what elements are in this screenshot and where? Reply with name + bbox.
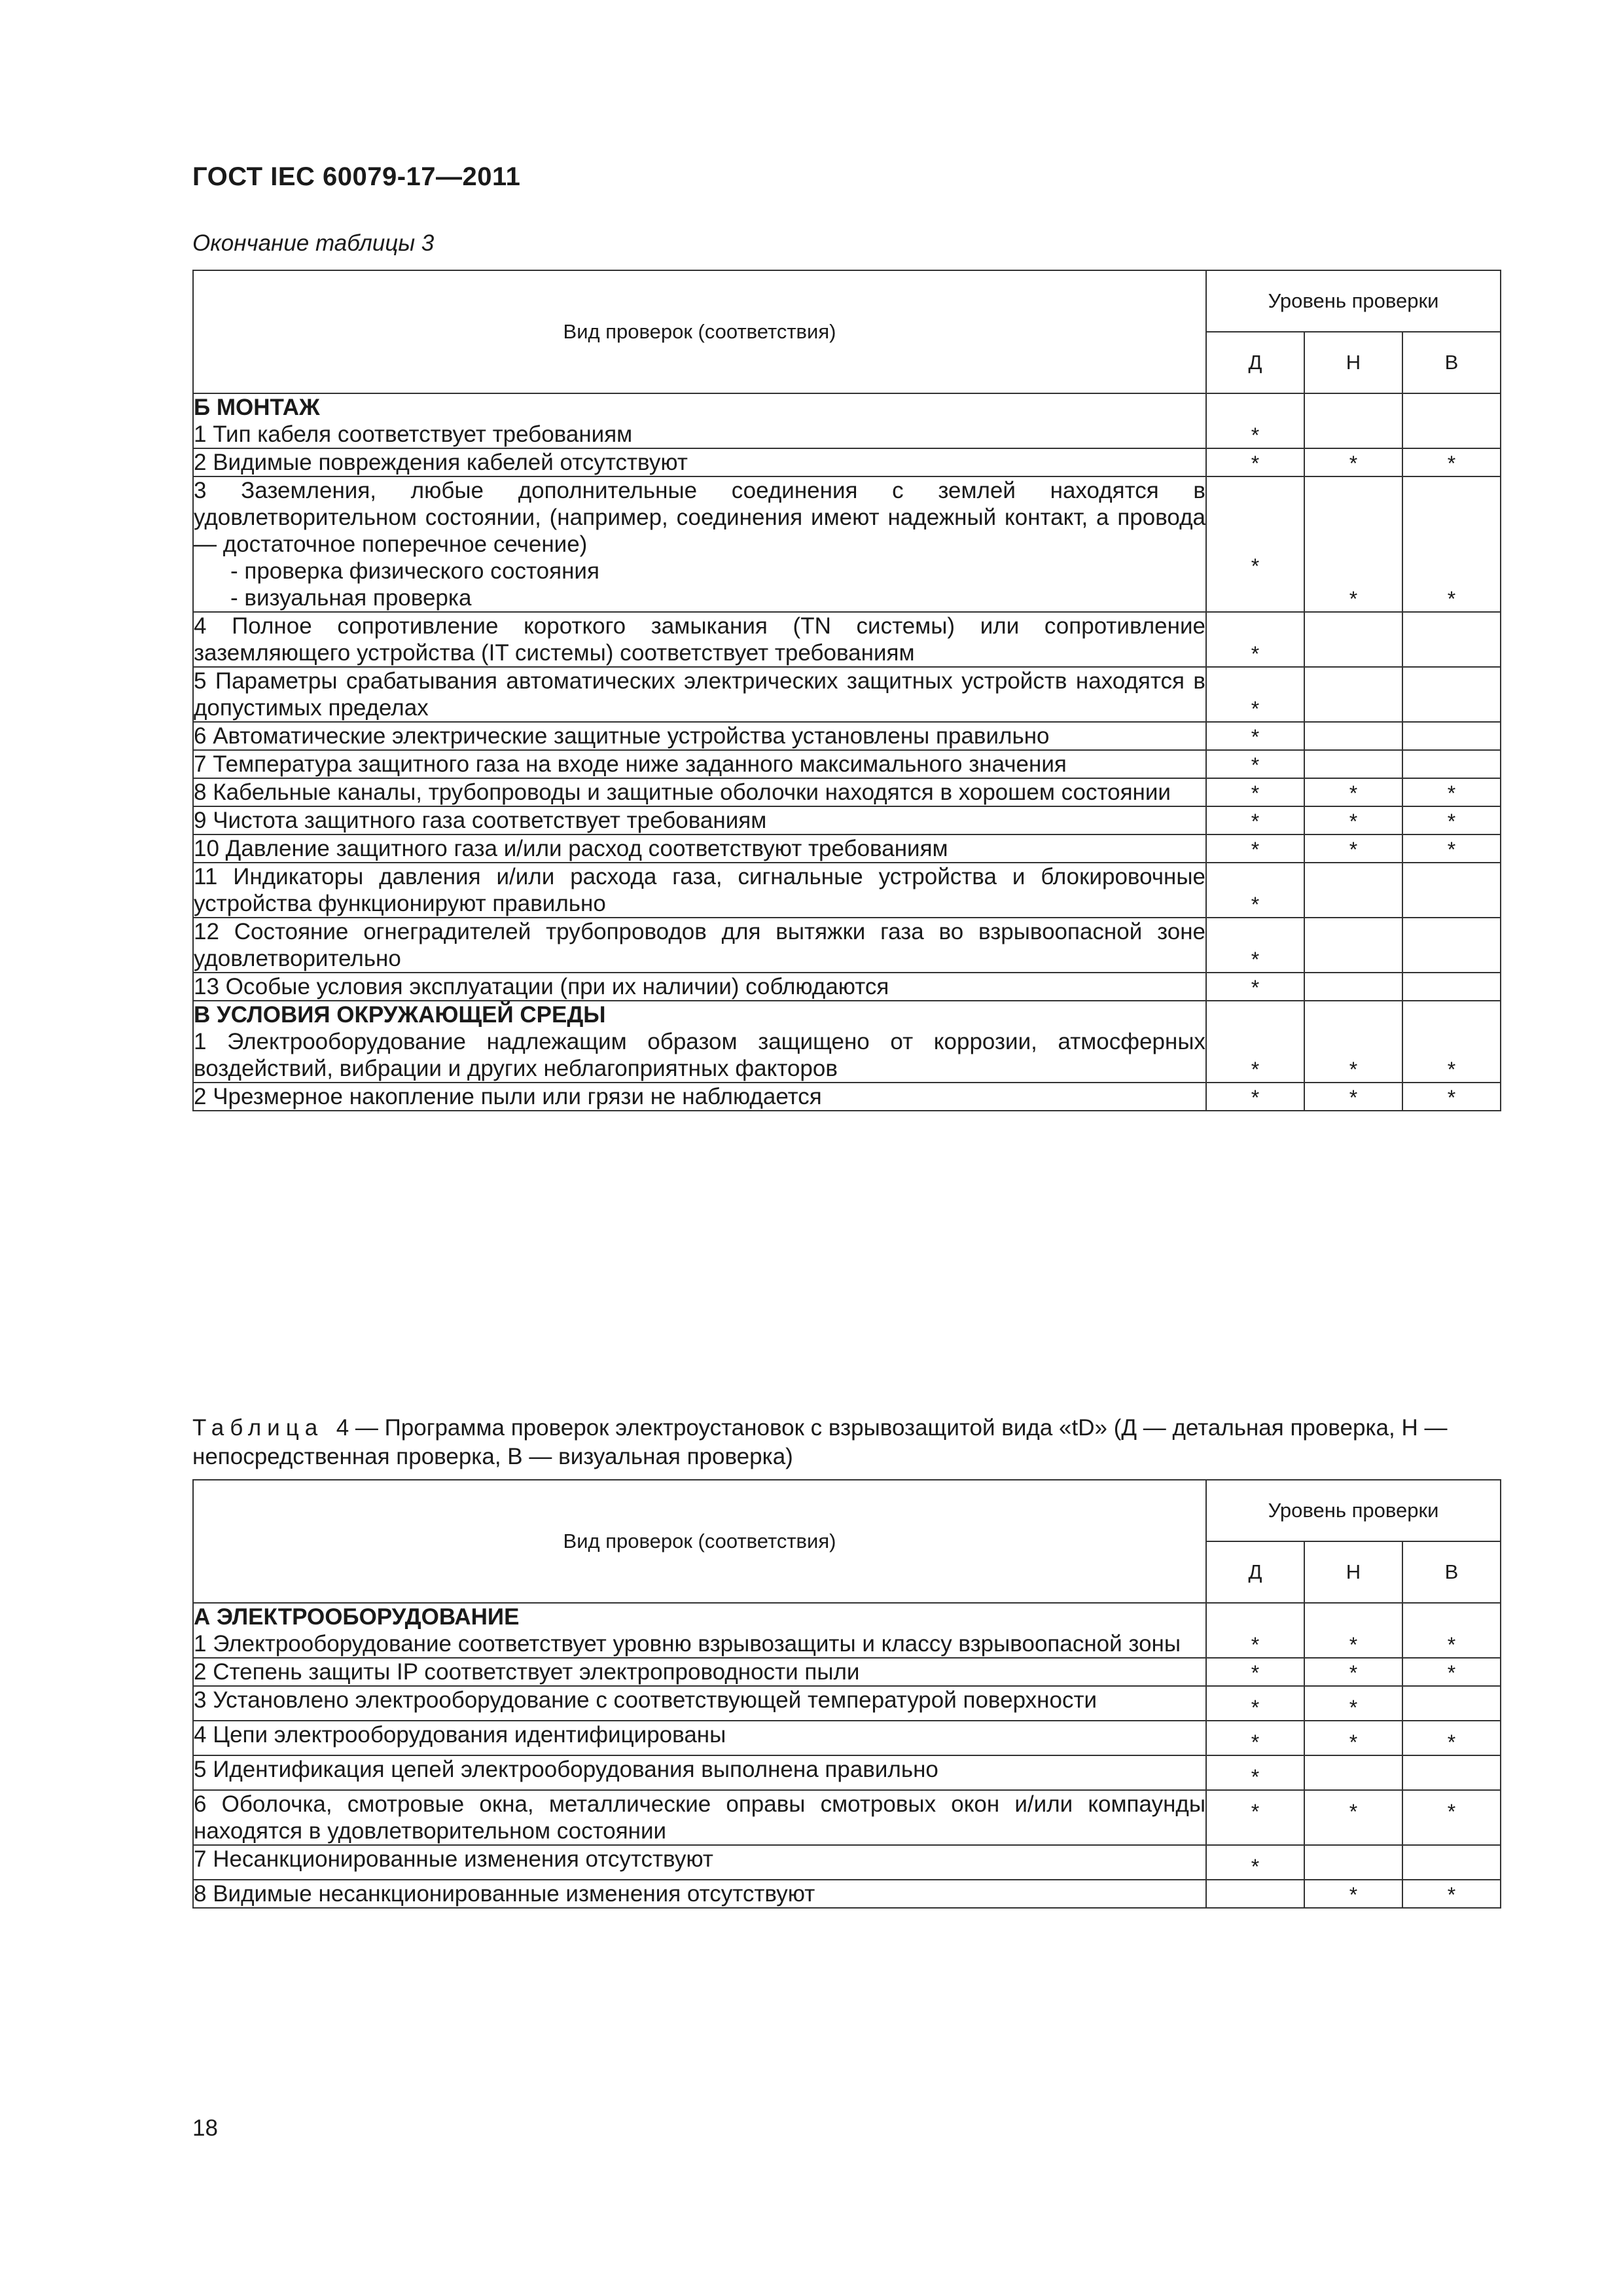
table-row bbox=[193, 1001, 1501, 1083]
level-n-mark bbox=[1304, 667, 1402, 722]
table3-caption: Окончание таблицы 3 bbox=[192, 230, 435, 256]
section-heading: А ЭЛЕКТРООБОРУДОВАНИЕ bbox=[194, 1604, 520, 1630]
level-v-mark: * bbox=[1402, 806, 1501, 834]
level-v-mark: * bbox=[1402, 1721, 1501, 1755]
level-v-mark: * bbox=[1402, 1880, 1501, 1908]
table-row bbox=[193, 476, 1501, 612]
row-description bbox=[193, 834, 1206, 863]
row-description bbox=[193, 1001, 1206, 1083]
row-description bbox=[193, 1845, 1206, 1880]
level-d-mark: * bbox=[1206, 750, 1304, 778]
level-d-mark: * bbox=[1206, 1755, 1304, 1790]
column-header-level-n: Н bbox=[1304, 1541, 1402, 1603]
level-v-mark: * bbox=[1402, 1790, 1501, 1845]
level-n-mark bbox=[1304, 722, 1402, 750]
level-n-mark: * bbox=[1304, 1658, 1402, 1686]
column-header-level-v: В bbox=[1402, 1541, 1501, 1603]
table-row bbox=[193, 448, 1501, 476]
row-description bbox=[193, 448, 1206, 476]
level-v-mark: * bbox=[1402, 1001, 1501, 1083]
level-n-mark: * bbox=[1304, 1721, 1402, 1755]
level-v-mark bbox=[1402, 863, 1501, 918]
level-n-mark bbox=[1304, 863, 1402, 918]
document-code: ГОСТ IEC 60079-17—2011 bbox=[192, 162, 521, 191]
table4-caption-word: Таблица bbox=[192, 1415, 324, 1441]
level-d-mark: * bbox=[1206, 448, 1304, 476]
row-text: 11 Индикаторы давления и/или расхода газа, сигнальные устройства и блокировочные устройства функционируют правильно bbox=[194, 864, 1205, 916]
level-d-mark: * bbox=[1206, 667, 1304, 722]
level-n-mark bbox=[1304, 1755, 1402, 1790]
level-v-mark bbox=[1402, 1845, 1501, 1880]
level-d-mark: * bbox=[1206, 1658, 1304, 1686]
level-v-mark bbox=[1402, 612, 1501, 667]
level-d-mark: * bbox=[1206, 1790, 1304, 1845]
row-subitem: - визуальная проверка bbox=[230, 585, 472, 611]
row-description bbox=[193, 476, 1206, 612]
level-v-mark bbox=[1402, 722, 1501, 750]
level-v-mark bbox=[1402, 918, 1501, 973]
level-n-mark: * bbox=[1304, 834, 1402, 863]
section-heading: В УСЛОВИЯ ОКРУЖАЮЩЕЙ СРЕДЫ bbox=[194, 1002, 606, 1028]
table-row bbox=[193, 918, 1501, 973]
row-description bbox=[193, 722, 1206, 750]
table-row bbox=[193, 1721, 1501, 1755]
row-text: 6 Оболочка, смотровые окна, металлические оправы смотровых окон и/или компаунды находятся в удовлетворительном состоянии bbox=[194, 1791, 1205, 1844]
level-v-mark bbox=[1402, 1686, 1501, 1721]
row-text: 3 Установлено электрооборудование с соответствующей температурой поверхности bbox=[194, 1687, 1097, 1713]
row-description bbox=[193, 778, 1206, 806]
row-description bbox=[193, 863, 1206, 918]
column-header-check-level: Уровень проверки bbox=[1206, 1480, 1501, 1541]
row-text: 8 Видимые несанкционированные изменения отсутствуют bbox=[194, 1881, 815, 1907]
column-header-level-n: Н bbox=[1304, 332, 1402, 393]
level-d-mark: * bbox=[1206, 863, 1304, 918]
level-v-mark bbox=[1402, 1755, 1501, 1790]
row-text: 8 Кабельные каналы, трубопроводы и защитные оболочки находятся в хорошем состоянии bbox=[194, 780, 1171, 805]
table-row bbox=[193, 806, 1501, 834]
column-header-level-v: В bbox=[1402, 332, 1501, 393]
level-n-mark: * bbox=[1304, 1083, 1402, 1111]
row-description bbox=[193, 750, 1206, 778]
row-text: 4 Полное сопротивление короткого замыкания (TN системы) или сопротивление заземляющего устройства (IT системы) соответствует требованиям bbox=[194, 613, 1205, 666]
level-v-mark: * bbox=[1402, 448, 1501, 476]
table-row bbox=[193, 1083, 1501, 1111]
level-n-mark bbox=[1304, 750, 1402, 778]
level-d-mark: * bbox=[1206, 778, 1304, 806]
row-description bbox=[193, 667, 1206, 722]
level-d-mark: * bbox=[1206, 806, 1304, 834]
table-row bbox=[193, 612, 1501, 667]
row-text: 6 Автоматические электрические защитные устройства установлены правильно bbox=[194, 723, 1050, 749]
table-row bbox=[193, 1686, 1501, 1721]
level-v-mark: * bbox=[1402, 778, 1501, 806]
table-4-body bbox=[193, 1603, 1501, 1908]
level-n-mark bbox=[1304, 612, 1402, 667]
column-header-check-type: Вид проверок (соответствия) bbox=[193, 270, 1206, 393]
level-n-mark: * bbox=[1304, 778, 1402, 806]
row-text: 12 Состояние огнеградителей трубопроводов для вытяжки газа во взрывоопасной зоне удовлетворительно bbox=[194, 919, 1205, 971]
row-text: 2 Чрезмерное накопление пыли или грязи не наблюдается bbox=[194, 1084, 822, 1109]
level-d-mark: * bbox=[1206, 722, 1304, 750]
level-n-mark: * bbox=[1304, 806, 1402, 834]
level-d-mark: * bbox=[1206, 1686, 1304, 1721]
column-header-level-d: Д bbox=[1206, 1541, 1304, 1603]
level-v-mark bbox=[1402, 393, 1501, 448]
level-d-mark: * bbox=[1206, 1603, 1304, 1658]
level-n-mark: * bbox=[1304, 476, 1402, 612]
table-4 bbox=[192, 1479, 1501, 1909]
row-description bbox=[193, 1658, 1206, 1686]
level-v-mark bbox=[1402, 667, 1501, 722]
level-n-mark bbox=[1304, 973, 1402, 1001]
level-n-mark bbox=[1304, 1845, 1402, 1880]
level-d-mark: * bbox=[1206, 1845, 1304, 1880]
table-row bbox=[193, 778, 1501, 806]
row-description bbox=[193, 1790, 1206, 1845]
row-description bbox=[193, 1603, 1206, 1658]
level-v-mark bbox=[1402, 750, 1501, 778]
level-n-mark: * bbox=[1304, 1686, 1402, 1721]
level-v-mark: * bbox=[1402, 1083, 1501, 1111]
level-n-mark: * bbox=[1304, 1603, 1402, 1658]
row-description bbox=[193, 612, 1206, 667]
level-v-mark: * bbox=[1402, 1658, 1501, 1686]
level-v-mark: * bbox=[1402, 1603, 1501, 1658]
table-row bbox=[193, 750, 1501, 778]
row-description bbox=[193, 973, 1206, 1001]
table-row bbox=[193, 1658, 1501, 1686]
row-text: 1 Электрооборудование надлежащим образом защищено от коррозии, атмосферных воздействий, вибрации и других неблагоприятных факторов bbox=[194, 1029, 1205, 1081]
level-d-mark: * bbox=[1206, 918, 1304, 973]
level-d-mark: * bbox=[1206, 612, 1304, 667]
row-description bbox=[193, 1083, 1206, 1111]
table-3-body bbox=[193, 393, 1501, 1111]
table4-caption bbox=[192, 1414, 1501, 1471]
level-d-mark: * bbox=[1206, 973, 1304, 1001]
row-description bbox=[193, 1880, 1206, 1908]
row-description bbox=[193, 1686, 1206, 1721]
column-header-check-level: Уровень проверки bbox=[1206, 270, 1501, 332]
column-header-level-d: Д bbox=[1206, 332, 1304, 393]
table-row bbox=[193, 1845, 1501, 1880]
table-row bbox=[193, 834, 1501, 863]
level-d-mark: * bbox=[1206, 1721, 1304, 1755]
level-n-mark: * bbox=[1304, 1790, 1402, 1845]
level-n-mark: * bbox=[1304, 448, 1402, 476]
level-v-mark bbox=[1402, 973, 1501, 1001]
level-v-mark: * bbox=[1402, 476, 1501, 612]
row-subitem: - проверка физического состояния bbox=[230, 558, 599, 584]
row-text: 5 Идентификация цепей электрооборудования выполнена правильно bbox=[194, 1757, 938, 1782]
section-heading: Б МОНТАЖ bbox=[194, 395, 320, 420]
row-text: 13 Особые условия эксплуатации (при их наличии) соблюдаются bbox=[194, 974, 889, 999]
row-text: 3 Заземления, любые дополнительные соединения с землей находятся в удовлетворительном состоянии, (например, соединения имеют надежный контакт, а провода — достаточное поперечное сечение) bbox=[194, 478, 1205, 557]
row-text: 4 Цепи электрооборудования идентифицированы bbox=[194, 1722, 726, 1748]
row-text: 9 Чистота защитного газа соответствует требованиям bbox=[194, 808, 767, 833]
level-d-mark: * bbox=[1206, 393, 1304, 448]
level-n-mark bbox=[1304, 393, 1402, 448]
table-row bbox=[193, 393, 1501, 448]
page-number: 18 bbox=[192, 2115, 218, 2141]
row-description bbox=[193, 806, 1206, 834]
table-row bbox=[193, 1880, 1501, 1908]
level-d-mark: * bbox=[1206, 834, 1304, 863]
row-text: 5 Параметры срабатывания автоматических электрических защитных устройств находятся в допустимых пределах bbox=[194, 668, 1205, 721]
table-row bbox=[193, 863, 1501, 918]
level-d-mark: * bbox=[1206, 476, 1304, 612]
table-row bbox=[193, 667, 1501, 722]
table4-caption-text: 4 — Программа проверок электроустановок с взрывозащитой вида «tD» (Д — детальная проверка, Н — непосредственная проверка, В — визуальная проверка) bbox=[192, 1415, 1448, 1469]
row-text: 2 Видимые повреждения кабелей отсутствуют bbox=[194, 450, 688, 475]
table-row bbox=[193, 1603, 1501, 1658]
row-description bbox=[193, 1721, 1206, 1755]
table-row bbox=[193, 722, 1501, 750]
level-d-mark: * bbox=[1206, 1001, 1304, 1083]
level-d-mark bbox=[1206, 1880, 1304, 1908]
row-text: 1 Электрооборудование соответствует уровню взрывозащиты и классу взрывоопасной зоны bbox=[194, 1631, 1181, 1657]
table-row bbox=[193, 1790, 1501, 1845]
row-text: 1 Тип кабеля соответствует требованиям bbox=[194, 422, 633, 447]
column-header-check-type: Вид проверок (соответствия) bbox=[193, 1480, 1206, 1603]
table-3 bbox=[192, 270, 1501, 1111]
level-d-mark: * bbox=[1206, 1083, 1304, 1111]
row-text: 10 Давление защитного газа и/или расход соответствуют требованиям bbox=[194, 836, 948, 861]
level-n-mark bbox=[1304, 918, 1402, 973]
level-n-mark: * bbox=[1304, 1001, 1402, 1083]
row-description bbox=[193, 393, 1206, 448]
table-row bbox=[193, 973, 1501, 1001]
row-text: 7 Температура защитного газа на входе ниже заданного максимального значения bbox=[194, 751, 1067, 777]
row-text: 7 Несанкционированные изменения отсутствуют bbox=[194, 1846, 713, 1872]
row-description bbox=[193, 1755, 1206, 1790]
row-description bbox=[193, 918, 1206, 973]
row-text: 2 Степень защиты IP соответствует электропроводности пыли bbox=[194, 1659, 860, 1685]
level-v-mark: * bbox=[1402, 834, 1501, 863]
level-n-mark: * bbox=[1304, 1880, 1402, 1908]
table-row bbox=[193, 1755, 1501, 1790]
